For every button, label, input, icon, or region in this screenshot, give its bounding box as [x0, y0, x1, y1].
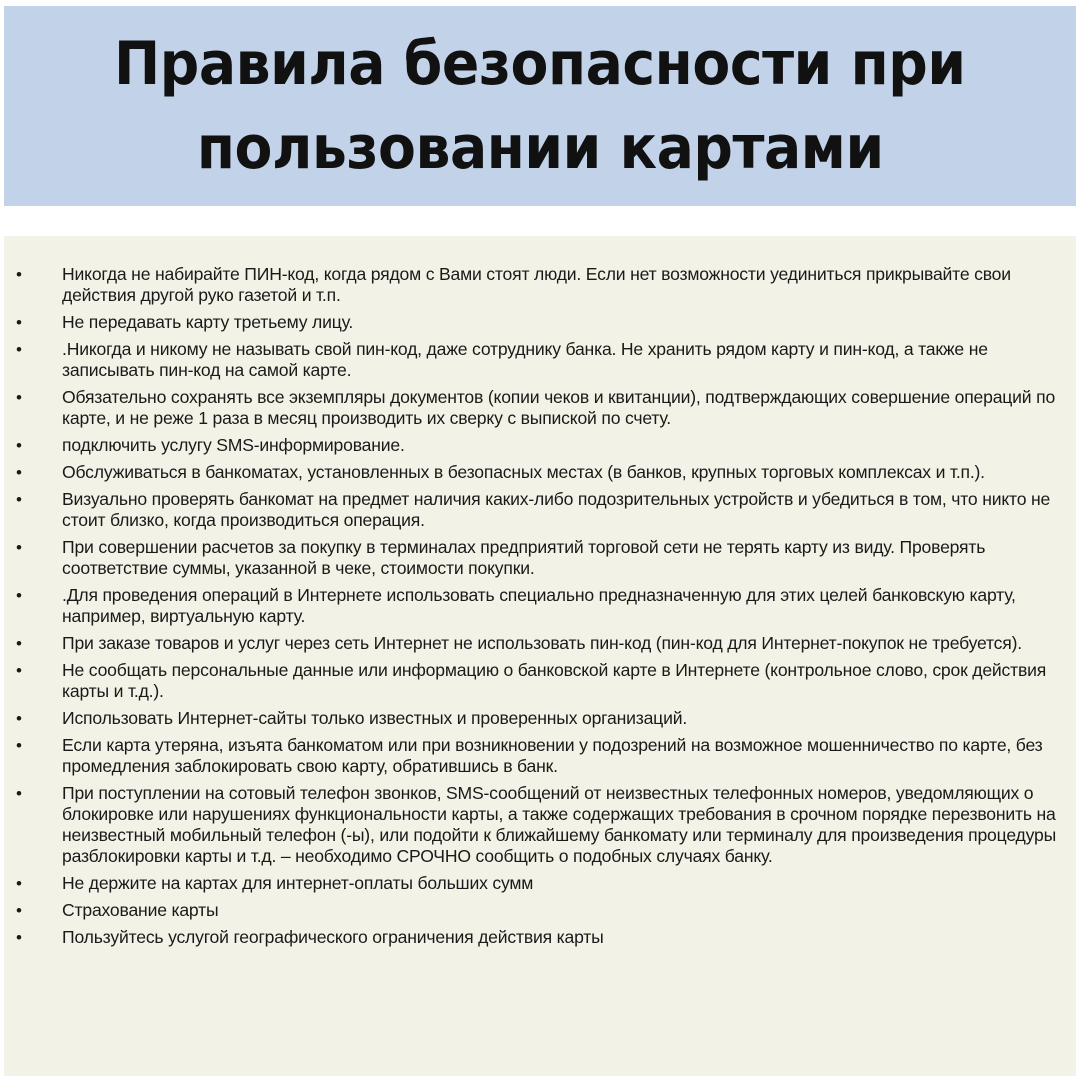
rule-item — [4, 585, 1056, 627]
title-line-1: Правила безопасности при — [114, 29, 966, 99]
rule-item — [4, 339, 1056, 381]
bullet-icon: • — [16, 928, 22, 947]
rule-text: .Для проведения операций в Интернете использовать специально предназначенную для этих целей банковскую карту, например, виртуальную карту. — [62, 585, 1016, 626]
bullet-icon: • — [16, 265, 22, 284]
rule-item — [4, 537, 1056, 579]
rule-text: Не передавать карту третьему лицу. — [62, 312, 354, 332]
rule-text: Не держите на картах для интернет-оплаты больших сумм — [62, 873, 534, 893]
rule-item — [4, 735, 1056, 777]
rule-item — [4, 312, 1056, 333]
rule-text: Пользуйтесь услугой географического ограничения действия карты — [62, 927, 604, 947]
rule-text: Визуально проверять банкомат на предмет наличия каких-либо подозрительных устройств и убедиться в том, что никто не стоит близко, когда производиться операция. — [62, 489, 1051, 530]
bullet-icon: • — [16, 463, 22, 482]
rule-item — [4, 462, 1056, 483]
rules-list — [4, 236, 1076, 948]
rule-item — [4, 927, 1056, 948]
rules-panel — [4, 236, 1076, 1076]
bullet-icon: • — [16, 436, 22, 455]
rule-item — [4, 633, 1056, 654]
bullet-icon: • — [16, 736, 22, 755]
rule-text: подключить услугу SMS-информирование. — [62, 435, 405, 455]
bullet-icon: • — [16, 634, 22, 653]
bullet-icon: • — [16, 901, 22, 920]
bullet-icon: • — [16, 709, 22, 728]
title-line-2: пользовании картами — [196, 113, 884, 183]
rule-text: Никогда не набирайте ПИН-код, когда рядом с Вами стоят люди. Если нет возможности уединиться прикрывайте свои действия другой руко газетой и т.п. — [62, 264, 1011, 305]
bullet-icon: • — [16, 784, 22, 803]
rule-text: При поступлении на сотовый телефон звонков, SMS-сообщений от неизвестных телефонных номеров, уведомляющих о блокировке или нарушениях функциональности карты, а также содержащих требования в срочном порядке перезвонить на неизвестный мобильный телефон (-ы), или подойти к ближайшему банкомату или терминалу для произведения процедуры разблокировки карты и т.д. – необходимо СРОЧНО сообщить о подобных случаях банку. — [62, 783, 1057, 866]
bullet-icon: • — [16, 661, 22, 680]
rule-text: Если карта утеряна, изъята банкоматом или при возникновении у подозрений на возможное мошенничество по карте, без промедления заблокировать свою карту, обратившись в банк. — [62, 735, 1043, 776]
rule-item — [4, 660, 1056, 702]
bullet-icon: • — [16, 538, 22, 557]
title-banner — [4, 6, 1076, 206]
bullet-icon: • — [16, 490, 22, 509]
rule-text: Использовать Интернет-сайты только известных и проверенных организаций. — [62, 708, 688, 728]
bullet-icon: • — [16, 388, 22, 407]
rule-item — [4, 708, 1056, 729]
rule-item — [4, 873, 1056, 894]
rule-item — [4, 264, 1056, 306]
rule-text: Обслуживаться в банкоматах, установленных в безопасных местах (в банков, крупных торговых комплексах и т.п.). — [62, 462, 985, 482]
rule-text: При заказе товаров и услуг через сеть Интернет не использовать пин-код (пин-код для Интернет-покупок не требуется). — [62, 633, 1022, 653]
rule-item — [4, 435, 1056, 456]
rule-text: Обязательно сохранять все экземпляры документов (копии чеков и квитанции), подтверждающих совершение операций по карте, и не реже 1 раза в месяц производить их сверку с выпиской по счету. — [62, 387, 1056, 428]
rule-item — [4, 900, 1056, 921]
rule-text: При совершении расчетов за покупку в терминалах предприятий торговой сети не терять карту из виду. Проверять соответствие суммы, указанной в чеке, стоимости покупки. — [62, 537, 986, 578]
rule-text: Не сообщать персональные данные или информацию о банковской карте в Интернете (контрольное слово, срок действия карты и т.д.). — [62, 660, 1047, 701]
rule-item — [4, 783, 1056, 867]
rule-item — [4, 489, 1056, 531]
bullet-icon: • — [16, 874, 22, 893]
rule-text: .Никогда и никому не называть свой пин-код, даже сотруднику банка. Не хранить рядом карту и пин-код, а также не записывать пин-код на самой карте. — [62, 339, 988, 380]
bullet-icon: • — [16, 340, 22, 359]
rule-item — [4, 387, 1056, 429]
rule-text: Страхование карты — [62, 900, 219, 920]
bullet-icon: • — [16, 313, 22, 332]
bullet-icon: • — [16, 586, 22, 605]
